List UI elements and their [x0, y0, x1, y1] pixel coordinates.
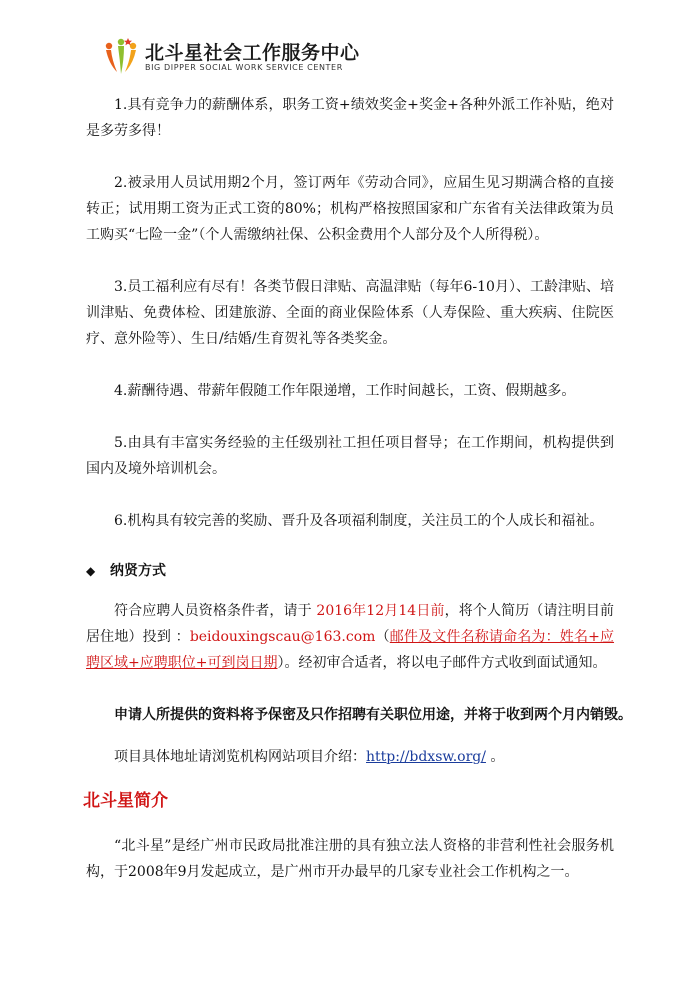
deadline-date: 2016年12月14日前: [316, 603, 445, 619]
recruit-text-b: ，将个人简历（请注明目前居住地）投到 ：: [86, 603, 615, 645]
recruit-text-a: 符合应聘人员资格条件者，请于: [114, 603, 317, 619]
recruit-heading-text: 纳贤方式: [110, 563, 166, 579]
website-prefix: 项目具体地址请浏览机构网站项目介绍：: [114, 749, 366, 765]
three-people-star-logo-icon: [103, 36, 139, 76]
website-line: [86, 744, 614, 770]
org-name-en: BIG DIPPER SOCIAL WORK SERVICE CENTER: [145, 63, 343, 72]
org-name-cn: 北斗星社会工作服务中心: [145, 42, 360, 64]
document-body: [83, 92, 632, 911]
intro-heading: 北斗星简介: [83, 791, 168, 811]
privacy-note: 申请人所提供的资料将予保密及只作招聘有关职位用途，并将于收到两个月内销毁。: [114, 707, 632, 723]
recruit-heading: [86, 560, 614, 582]
benefit-item-6: 6.机构具有较完善的奖励、晋升及各项福利制度，关注员工的个人成长和福祉。: [114, 513, 604, 529]
benefit-item-3: 3.员工福利应有尽有！各类节假日津贴、高温津贴（每年6-10月）、工龄津贴、培训津贴、免费体检、团建旅游、全面的商业保险体系（人寿保险、重大疾病、住院医疗、意外险等）、生日/结婚/生育贺礼等各类奖金。: [86, 279, 614, 347]
benefit-item-2: 2.被录用人员试用期2个月，签订两年《劳动合同》，应届生见习期满合格的直接转正；试用期工资为正式工资的80%；机构严格按照国家和广东省有关法律政策为员工购买“七险一金”（个人需缴纳社保、公积金费用个人部分及个人所得税）。: [86, 175, 614, 243]
website-link[interactable]: http://bdxsw.org/: [366, 749, 486, 765]
intro-text: “北斗星”是经广州市民政局批准注册的具有独立法人资格的非营利性社会服务机构，于2008年9月发起成立，是广州市开办最早的几家专业社会工作机构之一。: [86, 838, 614, 880]
benefit-item-4: 4.薪酬待遇、带薪年假随工作年限递增，工作时间越长，工资、假期越多。: [114, 383, 576, 399]
benefit-item-1: 1.具有竞争力的薪酬体系，职务工资+绩效奖金+奖金+各种外派工作补贴，绝对是多劳多得！: [86, 97, 614, 139]
diamond-bullet-icon: ◆: [86, 564, 96, 578]
header: [103, 36, 423, 80]
application-email[interactable]: beidouxingscau@163.com: [189, 629, 376, 645]
recruit-text-c: （: [375, 629, 390, 645]
email-subject-rule: 邮件及文件名称请命名为：姓名+应聘区域+应聘职位+可到岗日期: [86, 629, 615, 671]
website-suffix: 。: [485, 749, 505, 765]
benefit-item-5: 5.由具有丰富实务经验的主任级别社工担任项目督导；在工作期间，机构提供到国内及境外培训机会。: [86, 435, 614, 477]
recruit-text-d: ）。经初审合适者，将以电子邮件方式收到面试通知。: [277, 655, 607, 671]
recruit-instructions: [86, 598, 614, 676]
